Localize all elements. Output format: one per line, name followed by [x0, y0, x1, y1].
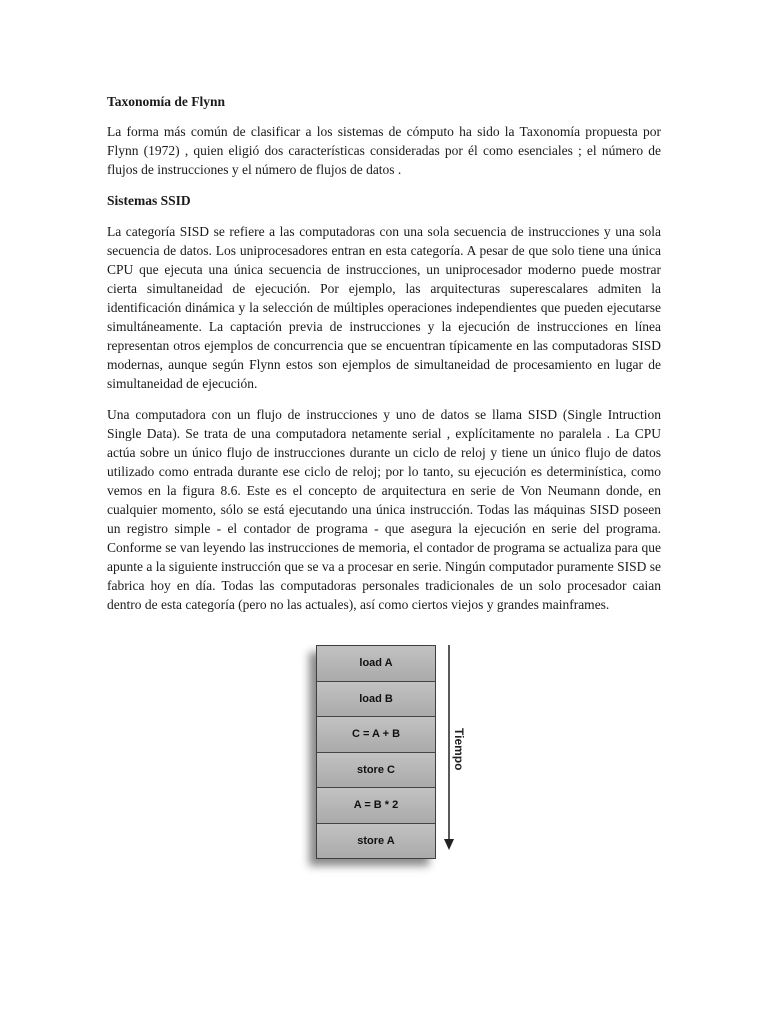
instruction-cell: A = B * 2: [317, 788, 435, 824]
paragraph-intro: La forma más común de clasificar a los sistemas de cómputo ha sido la Taxonomía propuesta por Flynn (1972) , quien eligió dos características consideradas por él como esenciales ; el número de flujos de instrucciones y el número de flujos de datos .: [107, 124, 661, 177]
sisd-figure: [306, 636, 482, 862]
paragraph-sisd-definition: Una computadora con un flujo de instrucciones y uno de datos se llama SISD (Single Intruction Single Data). Se trata de una computadora netamente serial , explícitamente no paralela . La CPU actúa sobre un único flujo de instrucciones durante un ciclo de reloj y tiene un único flujo de datos utilizado como entrada durante ese ciclo de reloj; por lo tanto, su ejecución es determinística, como vemos en la figura 8.6. Este es el concepto de arquitectura en serie de Von Neumann donde, en cualquier momento, sólo se está ejecutando una única instrucción. Todas las máquinas SISD poseen un registro simple - el contador de programa - que asegura la ejecución en serie del programa. Conforme se van leyendo las instrucciones de memoria, el contador de programa se actualiza para que apunte a la siguiente instrucción que se va a procesar en serie. Ningún computador puramente SISD se fabrica hoy en día. Todas las computadoras personales tradicionales de un solo procesador caian dentro de esta categoría (pero no las actuales), así como ciertos viejos y grandes mainframes.: [107, 407, 661, 612]
paragraph-sisd-category: La categoría SISD se refiere a las computadoras con una sola secuencia de instrucciones y una sola secuencia de datos. Los uniprocesadores entran en esta categoría. A pesar de que solo tiene una única CPU que ejecuta una única secuencia de instrucciones, un uniprocesador moderno puede mostrar cierta simultaneidad de ejecución. Por ejemplo, las arquitecturas superescalares admiten la identificación dinámica y la selección de múltiples operaciones independientes que pueden ejecutarse simultáneamente. La captación previa de instrucciones y la ejecución de instrucciones en línea representan otros ejemplos de concurrencia que se encuentran típicamente en las computadoras SISD modernas, aunque según Flynn estos son ejemplos de simultaneidad de procesamiento en lugar de simultaneidad de ejecución.: [107, 224, 661, 391]
instruction-cell: store A: [317, 824, 435, 859]
instruction-cell: store C: [317, 753, 435, 789]
instruction-cell: load B: [317, 682, 435, 718]
instruction-stack: [316, 645, 436, 859]
instruction-cell: load A: [317, 646, 435, 682]
section-heading-taxonomia: Taxonomía de Flynn: [107, 94, 226, 109]
time-axis-label: Tiempo: [452, 728, 466, 771]
section-heading-sistemas-ssid: Sistemas SSID: [107, 193, 191, 208]
instruction-cell: C = A + B: [317, 717, 435, 753]
